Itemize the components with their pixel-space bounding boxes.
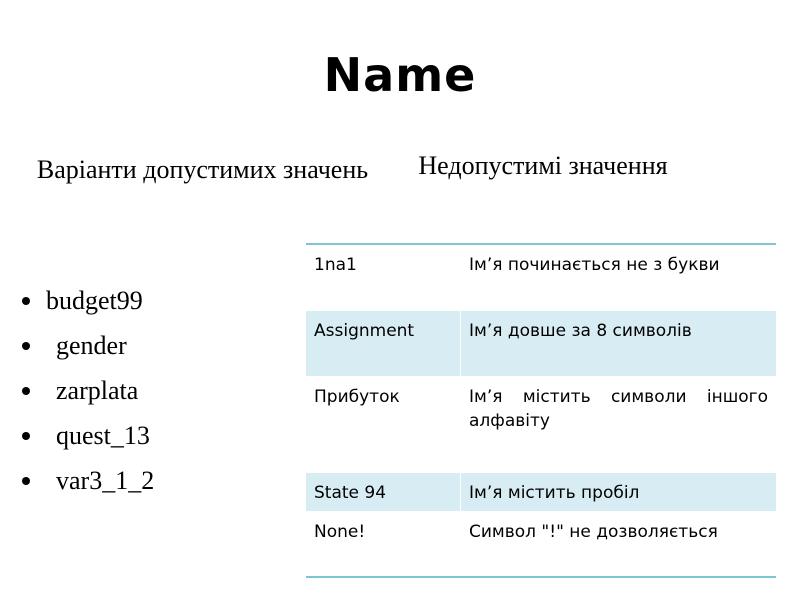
table-row [306,472,776,511]
bullet-icon [22,297,30,305]
invalid-value-cell: Assignment [306,310,461,376]
table-row [306,244,776,310]
invalid-values-table [306,243,776,578]
reason-cell: Ім’я містить символи іншого алфавіту [469,386,768,431]
list-item [20,278,154,323]
invalid-value-cell: None! [306,511,461,577]
valid-value: quest_13 [56,420,150,450]
slide-title: Name [323,48,477,102]
bullet-icon [22,387,30,395]
valid-value: zarplata [56,375,139,405]
list-item [20,323,154,368]
bullet-icon [22,432,30,440]
reason-cell: Ім’я починається не з букви [469,255,720,275]
reason-cell: Символ "!" не дозволяється [469,521,718,542]
valid-values-heading: Варіанти допустимих значень [36,155,369,184]
valid-values-list [20,278,154,503]
list-item [20,413,154,458]
bullet-icon [22,342,30,350]
bullet-icon [22,477,30,485]
invalid-values-heading: Недопустимі значення [418,151,668,180]
list-item [20,368,154,413]
invalid-value-cell: Прибуток [306,376,461,472]
invalid-value-cell: 1na1 [306,244,461,310]
list-item [20,458,154,503]
valid-value: gender [56,330,127,360]
table-row [306,376,776,472]
invalid-value-cell: State 94 [306,472,461,511]
valid-value: var3_1_2 [56,465,155,495]
valid-value: budget99 [46,285,143,315]
table-row [306,310,776,376]
reason-cell: Ім’я містить пробіл [469,482,640,503]
table-row [306,511,776,577]
reason-cell: Ім’я довше за 8 символів [469,320,692,341]
